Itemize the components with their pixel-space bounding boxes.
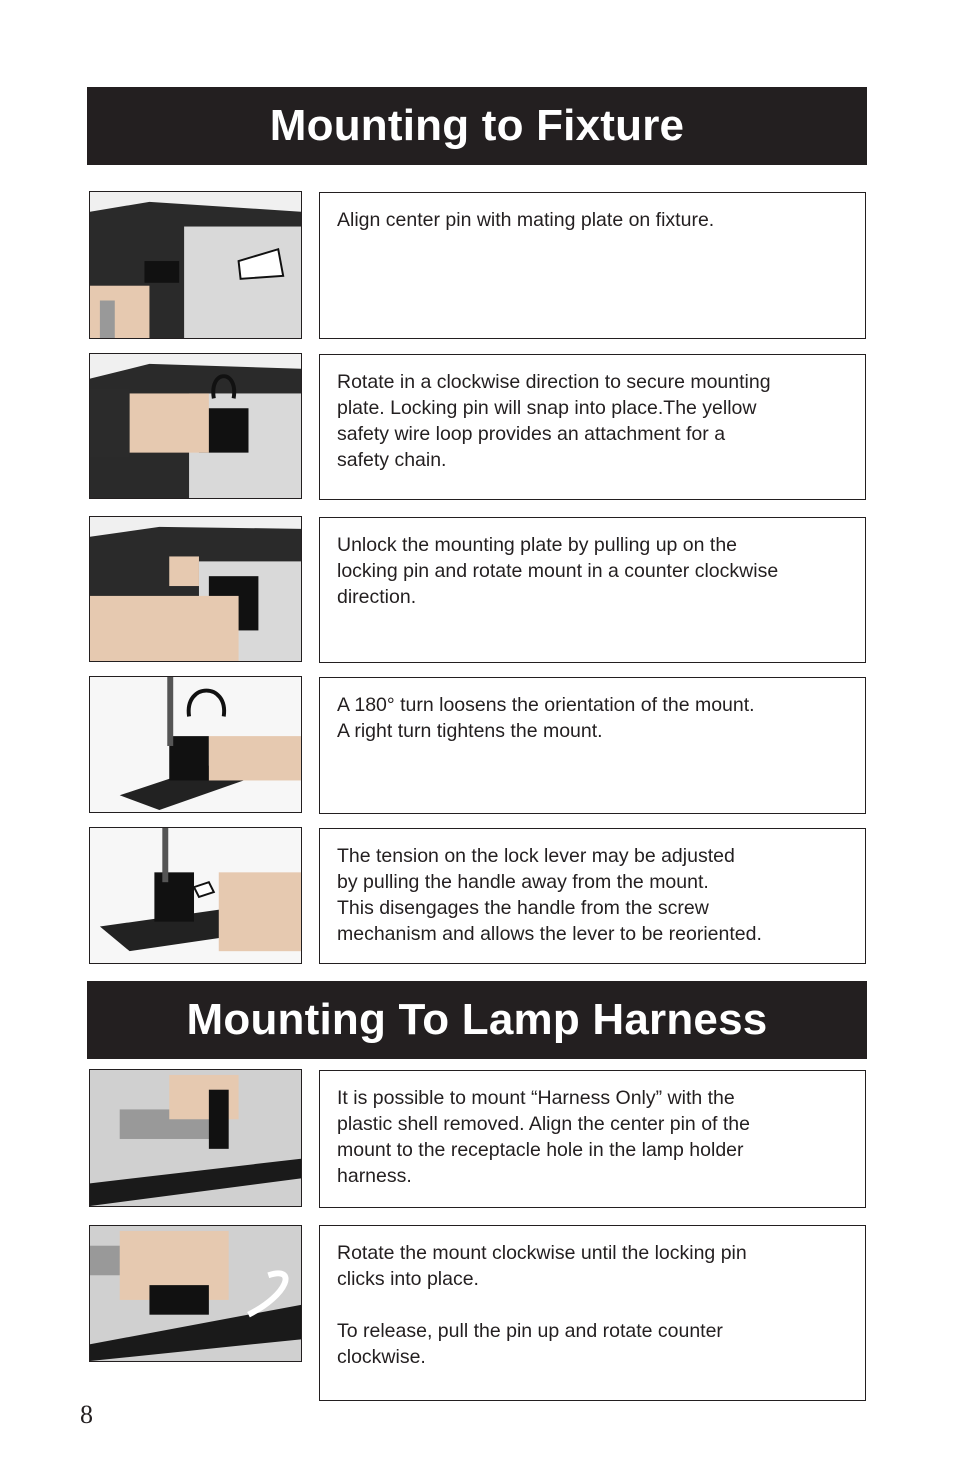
page-number: 8 xyxy=(80,1400,93,1429)
fixture-rotate-photo xyxy=(89,353,302,499)
step-text: Unlock the mounting plate by pulling up on the locking pin and rotate mount in a counter clockwise direction. xyxy=(319,517,866,663)
section-title-harness: Mounting To Lamp Harness xyxy=(87,981,867,1059)
step-text: The tension on the lock lever may be adjusted by pulling the handle away from the mount. This disengages the handle from the screw mechanism and allows the lever to be reoriented. xyxy=(319,828,866,964)
section-title-fixture: Mounting to Fixture xyxy=(87,87,867,165)
harness-rotate-photo xyxy=(89,1225,302,1362)
step-text: A 180° turn loosens the orientation of the mount. A right turn tightens the mount. xyxy=(319,677,866,814)
mount-turn-photo xyxy=(89,676,302,813)
step-text: Rotate in a clockwise direction to secure mounting plate. Locking pin will snap into place.The yellow safety wire loop provides an attachment for a safety chain. xyxy=(319,354,866,500)
fixture-unlock-photo xyxy=(89,516,302,662)
harness-align-photo xyxy=(89,1069,302,1207)
lever-tension-photo xyxy=(89,827,302,964)
fixture-align-photo xyxy=(89,191,302,339)
step-text: Rotate the mount clockwise until the locking pin clicks into place. To release, pull the pin up and rotate counter clockwise. xyxy=(319,1225,866,1401)
step-text: It is possible to mount “Harness Only” with the plastic shell removed. Align the center pin of the mount to the receptacle hole in the lamp holder harness. xyxy=(319,1070,866,1208)
step-text: Align center pin with mating plate on fixture. xyxy=(319,192,866,339)
